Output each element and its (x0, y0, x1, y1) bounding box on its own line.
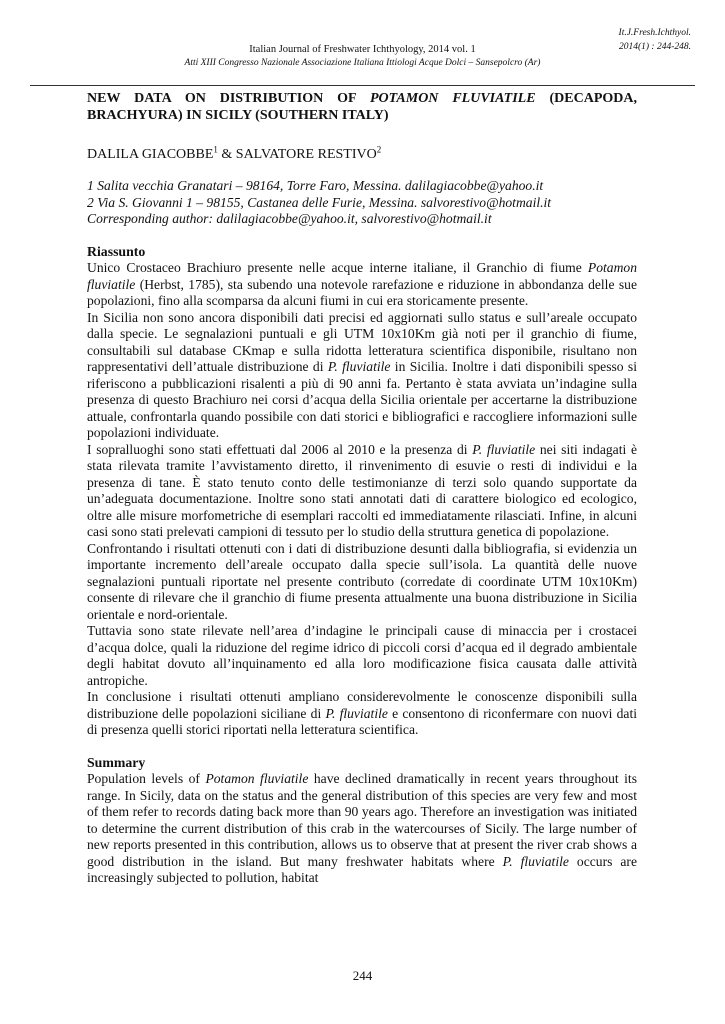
running-header (0, 18, 725, 74)
congress-line: Atti XIII Congresso Nazionale Associazione Italiana Ittiologi Acque Dolci – Sansepolcro (Ar) (184, 58, 541, 68)
text-run: Population levels of (87, 771, 206, 787)
author-1-affiliation-mark: 1 (213, 144, 218, 155)
author-2-affiliation-mark: 2 (376, 144, 382, 155)
riassunto-paragraph-3 (87, 442, 637, 541)
title-species: POTAMON FLUVIATILE (369, 91, 536, 106)
journal-line: Italian Journal of Freshwater Ichthyology, 2014 vol. 1 (249, 44, 476, 55)
title-part-2: (DECAPODA, BRACHYURA) IN SICILY (SOUTHERN ITALY) (87, 91, 637, 123)
citation-journal: It.J.Fresh.Ichthyol. (618, 28, 691, 38)
riassunto-paragraph-1 (87, 260, 637, 310)
author-separator: & (217, 147, 236, 162)
author-1: DALILA GIACOBBE (87, 147, 214, 162)
text-run: occurs are increasingly subjected to pollution, habitat (87, 853, 637, 886)
species-name: P. fluviatile (502, 853, 569, 869)
author-list (87, 146, 637, 163)
species-name: Potamon fluviatile (205, 771, 309, 787)
riassunto-paragraph-4: Confrontando i risultati ottenuti con i dati di distribuzione desunti dalla bibliografia, si evidenzia un importante incremento dell’areale occupato dalla specie sull’isola. La quantità delle nuove segnalazioni puntuali riportate nel presente contributo (corredate di coordinate UTM 10x10Km) consente di rilevare che il granchio di fiume presenta attualmente una buona distribuzione in Sicilia orientale e nord-orientale. (87, 540, 637, 622)
text-run: have declined dramatically in recent years throughout its range. In Sicily, data on the status and the general distribution of this species are very few and most of them refer to records dating back more than 90 years ago. Therefore an investigation was initiated to determine the current distribution of this crab in the watercourses of Sicily. The large number of new reports presented in this contribution, allows us to observe that at present the river crab shows a good distribution in the island. But many freshwater habitats where (87, 771, 637, 869)
text-run: Unico Crostaceo Brachiuro presente nelle acque interne italiane, il Granchio di fiume (87, 260, 588, 276)
text-run: In Sicilia non sono ancora disponibili dati precisi ed aggiornati sullo status e sull’areale occupato dalla specie. Le segnalazioni puntuali e gli UTM 10x10Km già noti per il granchio di fiume, consultabili sul database CKmap e sulla ridotta letteratura scientifica disponibile, risultano non rappresentativi dell’attuale distribuzione di (87, 309, 637, 375)
title-part-1: NEW DATA ON DISTRIBUTION OF (87, 91, 370, 106)
affiliation-2: 2 Via S. Giovanni 1 – 98155, Castanea delle Furie, Messina. salvorestivo@hotmail.it (87, 194, 552, 210)
citation-volume-pages: 2014(1) : 244-248. (618, 42, 691, 52)
riassunto-heading: Riassunto (87, 243, 146, 259)
species-name: Potamon fluviatile (87, 260, 637, 292)
header-rule (30, 85, 695, 86)
article-body (87, 90, 637, 887)
text-run: I sopralluoghi sono stati effettuati dal 2006 al 2010 e la presenza di (87, 441, 473, 457)
species-name: P. fluviatile (325, 705, 388, 721)
riassunto-paragraph-2 (87, 310, 637, 442)
species-name: P. fluviatile (472, 441, 536, 457)
species-name: P. fluviatile (327, 359, 391, 375)
riassunto-paragraph-5: Tuttavia sono state rilevate nell’area d’indagine le principali cause di minaccia per i crostacei d’acqua dolce, quali la riduzione del regime idrico di piccoli corsi d’acqua ed il degrado ambientale degli habitat dovuto all’inquinamento ed alla loro modificazione fisica causata dalle attività antropiche. (87, 623, 637, 688)
text-run: in Sicilia. Inoltre i dati disponibili spesso si riferiscono a pubblicazioni risalenti a più di 90 anni fa. Pertanto è stata avviata un’indagine sulla presenza di questo Brachiuro nei corsi d’acqua della Sicilia orientale per accertarne la distribuzione attuale, confrontarla quando possibile con dati storici e bibliografici e raccogliere informazioni sulle popolazioni individuate. (87, 359, 638, 441)
text-run: In conclusione i risultati ottenuti ampliano considerevolmente le conoscenze disponibili sulla distribuzione delle popolazioni siciliane di (87, 689, 637, 721)
text-run: (Herbst, 1785), sta subendo una notevole rarefazione e riduzione in abbondanza delle sue popolazioni, fino alla scomparsa da alcuni fiumi in cui era storicamente presente. (87, 276, 637, 309)
text-run: e consentono di riconfermare con nuovi dati di presenza quelli storici riportati nella letteratura scientifica. (87, 705, 637, 738)
affiliations (87, 178, 637, 228)
corresponding-author: Corresponding author: dalilagiacobbe@yahoo.it, salvorestivo@hotmail.it (87, 211, 492, 227)
article-title (87, 90, 637, 124)
affiliation-1: 1 Salita vecchia Granatari – 98164, Torre Faro, Messina. dalilagiacobbe@yahoo.it (87, 178, 544, 193)
page-number: 244 (352, 968, 373, 983)
text-run: nei siti indagati è stata rilevata tramite l’avvistamento diretto, il rinvenimento di esuvie o resti di individui e la presenza di tane. È stato tenuto conto delle testimonianze di terzi solo quando supportate da un’adeguata documentazione. Inoltre sono stati annotati dati di carattere biologico ed ecologico, oltre alle misure morfometriche di esemplari raccolti ed immediatamente rilasciati. Infine, in alcuni casi sono stati prelevati campioni di tessuto per lo studio della struttura genetica di popolazione. (87, 441, 637, 540)
summary-heading: Summary (87, 754, 146, 770)
riassunto-paragraph-6 (87, 689, 637, 739)
author-2: SALVATORE RESTIVO (235, 147, 377, 162)
summary-paragraph-1 (87, 771, 637, 887)
